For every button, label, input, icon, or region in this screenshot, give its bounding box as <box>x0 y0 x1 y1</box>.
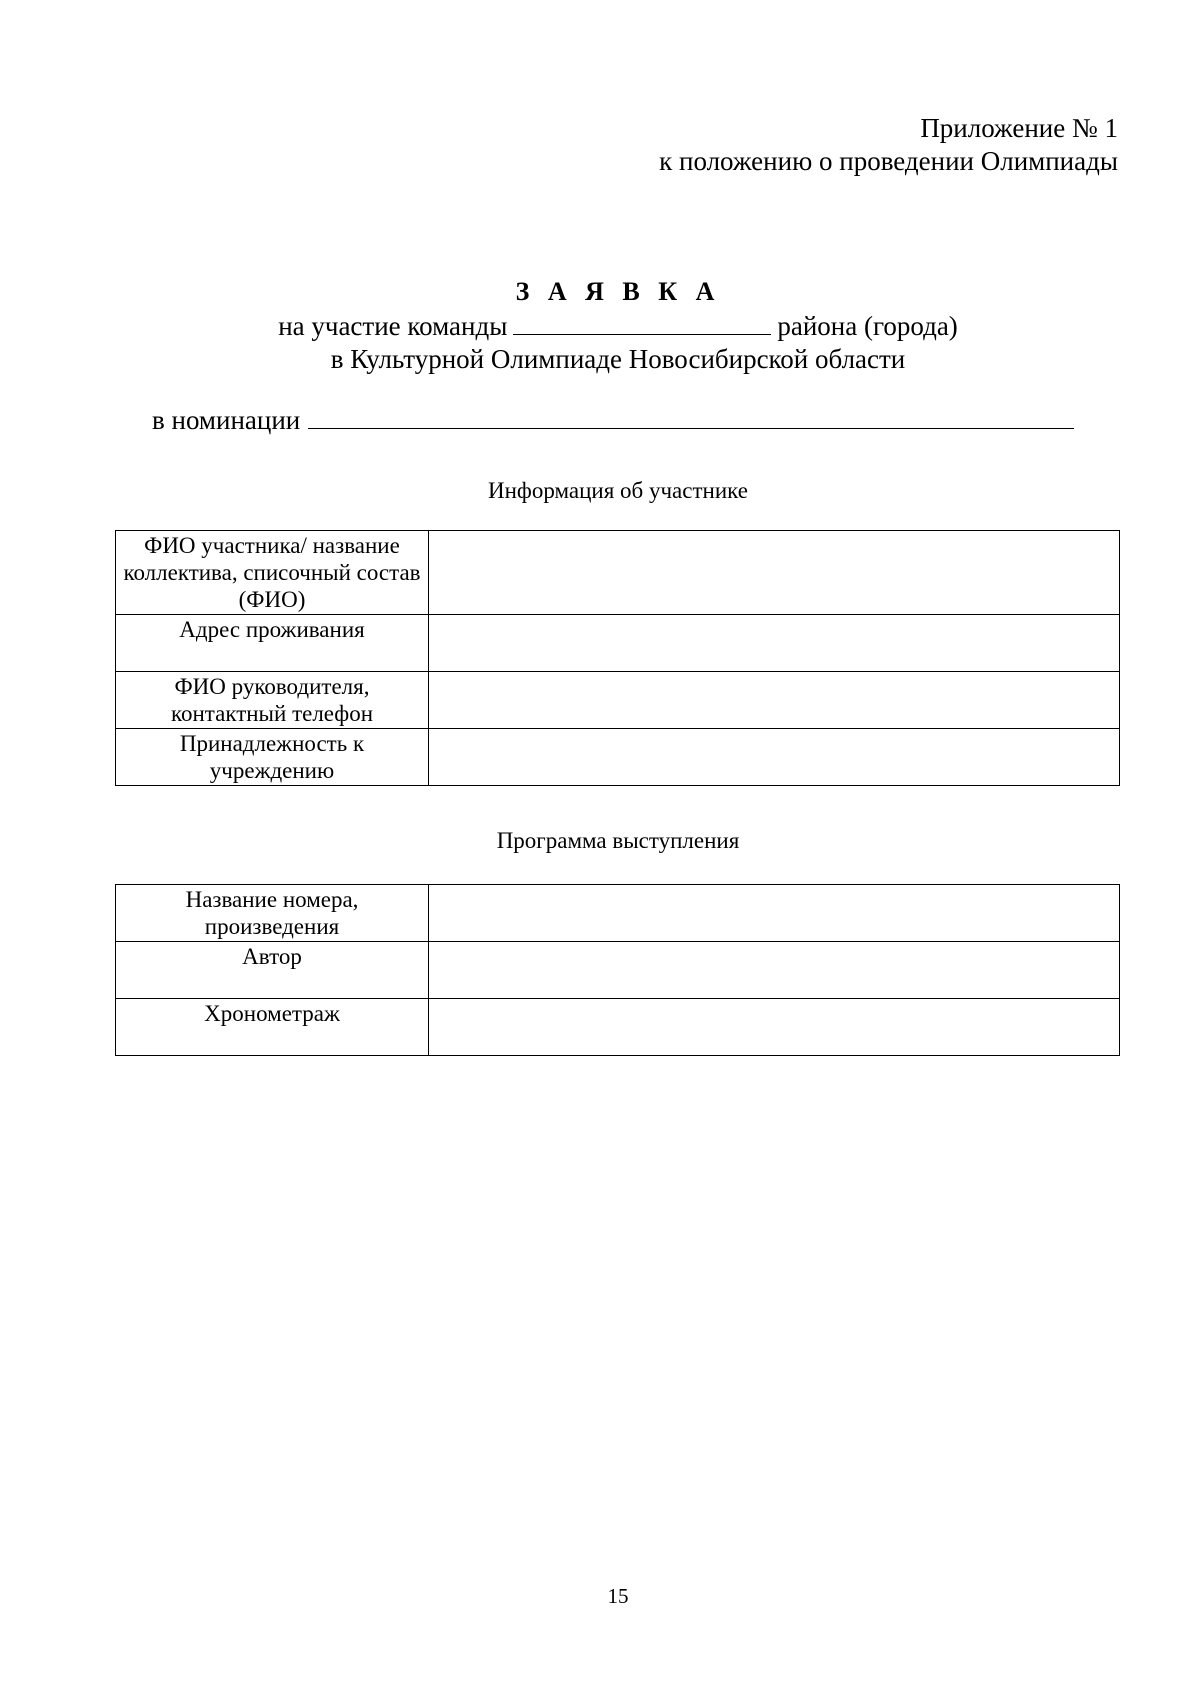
row-label: ФИО руководителя, контактный телефон <box>116 672 429 729</box>
nomination-line <box>152 404 1074 437</box>
table-row <box>116 885 1120 942</box>
row-label: Адрес проживания <box>116 615 429 672</box>
nomination-blank[interactable] <box>308 404 1074 429</box>
table-row <box>116 729 1120 786</box>
row-value-field[interactable] <box>429 942 1120 999</box>
row-label: Хронометраж <box>116 999 429 1056</box>
table-row <box>116 942 1120 999</box>
participant-info-caption: Информация об участнике <box>488 478 748 503</box>
row-value-field[interactable] <box>429 615 1120 672</box>
table-row <box>116 531 1120 615</box>
row-value-field[interactable] <box>429 729 1120 786</box>
title-olympiad-line: в Культурной Олимпиаде Новосибирской области <box>330 344 906 374</box>
row-label: Принадлежность к учреждению <box>116 729 429 786</box>
program-caption: Программа выступления <box>496 828 740 853</box>
row-value-field[interactable] <box>429 885 1120 942</box>
title-team-suffix: района (города) <box>777 311 958 341</box>
appendix-header <box>659 112 1118 178</box>
nomination-label: в номинации <box>152 405 301 435</box>
table-row <box>116 999 1120 1056</box>
row-label: ФИО участника/ название коллектива, списочный состав (ФИО) <box>116 531 429 615</box>
appendix-reference: к положению о проведении Олимпиады <box>659 146 1118 176</box>
table-row <box>116 672 1120 729</box>
table-row <box>116 615 1120 672</box>
application-title-block <box>0 274 1200 376</box>
application-title: З А Я В К А <box>515 277 721 306</box>
title-team-prefix: на участие команды <box>278 311 508 341</box>
page-number: 15 <box>607 1584 629 1608</box>
row-label: Название номера, произведения <box>116 885 429 942</box>
row-value-field[interactable] <box>429 999 1120 1056</box>
team-district-blank[interactable] <box>513 310 771 335</box>
appendix-number: Приложение № 1 <box>920 113 1118 143</box>
participant-info-table <box>115 530 1120 786</box>
row-value-field[interactable] <box>429 672 1120 729</box>
title-team-line <box>0 310 1200 343</box>
program-table <box>115 884 1120 1056</box>
row-label: Автор <box>116 942 429 999</box>
row-value-field[interactable] <box>429 531 1120 615</box>
